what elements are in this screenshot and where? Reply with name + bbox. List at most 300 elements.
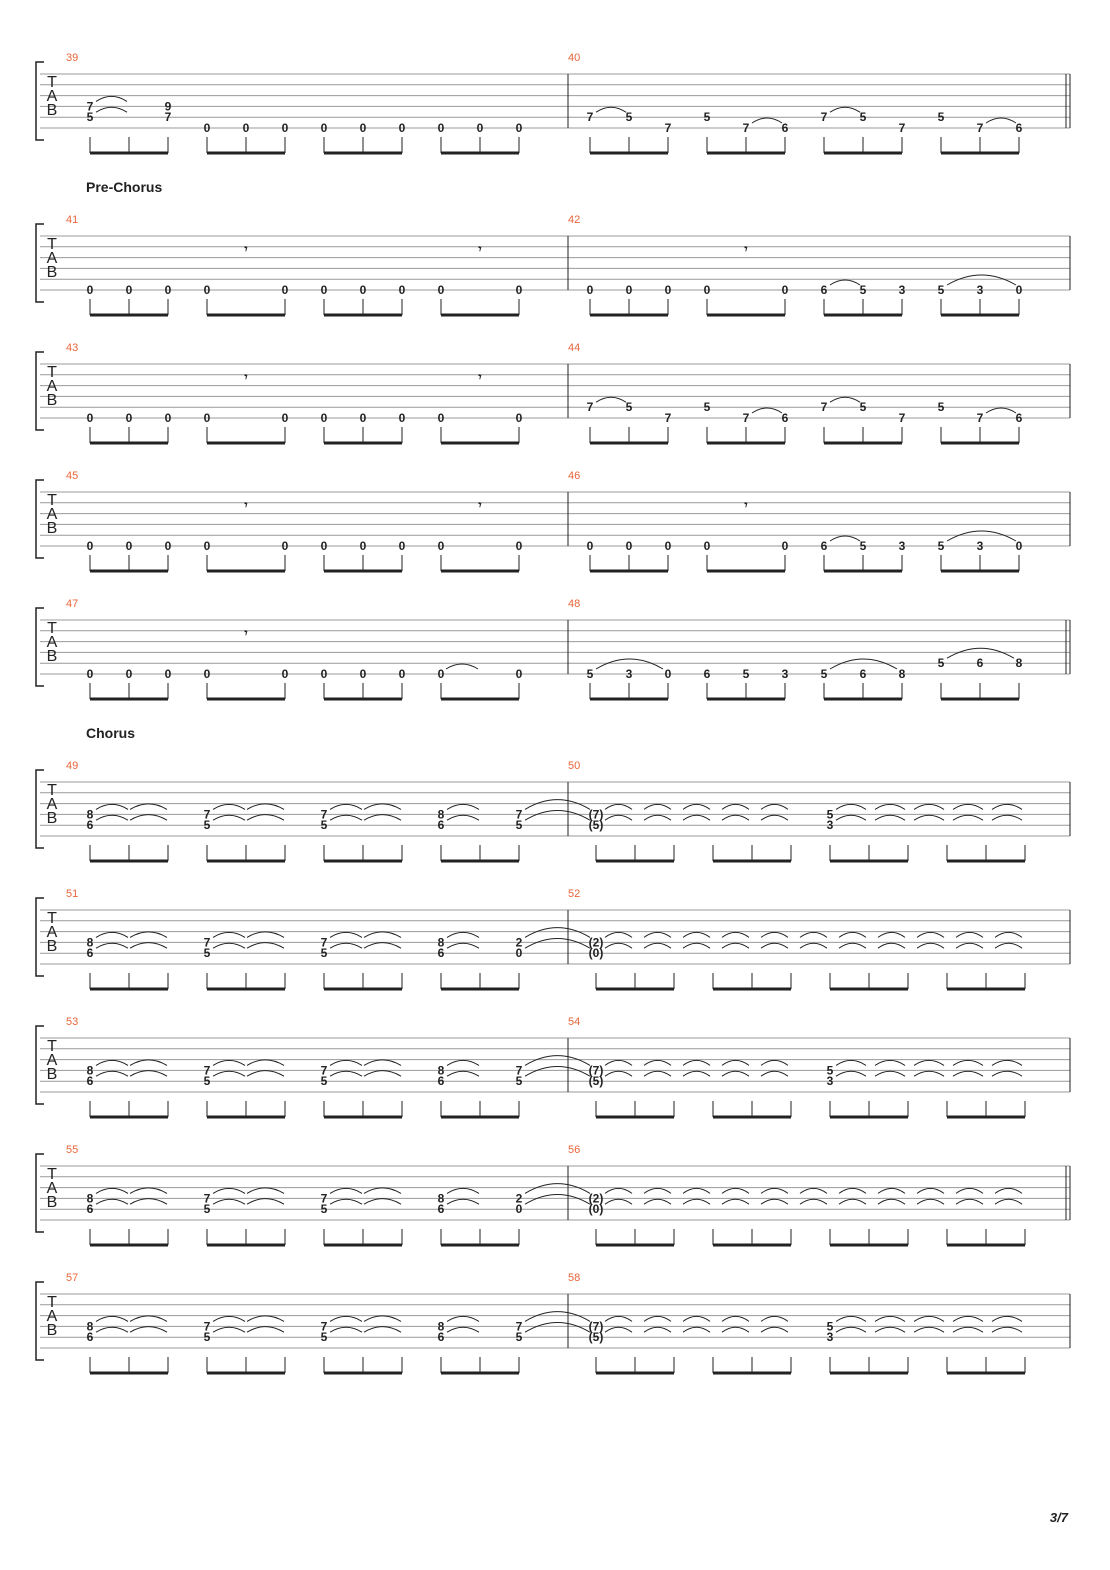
fret-number: 5 xyxy=(203,946,211,961)
tie xyxy=(213,932,245,937)
tab-clef-letter: A xyxy=(46,796,58,813)
tie xyxy=(995,1188,1022,1193)
tie xyxy=(447,1060,479,1065)
tie xyxy=(213,1327,245,1332)
tie xyxy=(836,815,866,820)
fret-number: 5 xyxy=(703,400,711,415)
tab-clef-letter: B xyxy=(46,1194,58,1211)
tie xyxy=(878,1188,905,1193)
fret-number: 0 xyxy=(398,283,406,297)
fret-number: 7 xyxy=(515,1063,523,1078)
page-number: 3/7 xyxy=(1049,1510,1068,1525)
fret-number: (5) xyxy=(588,818,604,833)
tie xyxy=(875,1316,905,1321)
tie xyxy=(722,1316,749,1321)
tie xyxy=(364,1071,401,1077)
measure-number: 54 xyxy=(568,1016,581,1028)
fret-number: 7 xyxy=(320,935,328,950)
tie xyxy=(447,1199,479,1204)
tab-clef-letter: B xyxy=(46,392,58,409)
eighth-rest: 𝄾 xyxy=(744,241,748,256)
fret-number: 5 xyxy=(86,110,94,125)
tie xyxy=(130,1316,167,1322)
tie xyxy=(247,932,284,938)
tie xyxy=(878,943,905,948)
fret-number: 5 xyxy=(859,400,867,415)
tie xyxy=(605,1188,632,1193)
tie xyxy=(986,118,1016,123)
tie xyxy=(722,943,749,948)
tie xyxy=(596,397,626,402)
fret-number: 5 xyxy=(826,807,834,822)
fret-number: 7 xyxy=(164,110,172,125)
tie xyxy=(96,1060,128,1065)
fret-number: 7 xyxy=(320,1191,328,1206)
tie xyxy=(761,1327,788,1332)
fret-number: 6 xyxy=(86,1074,94,1089)
tie xyxy=(330,943,362,948)
tie xyxy=(917,1188,944,1193)
fret-number: 0 xyxy=(86,283,94,297)
fret-number: 0 xyxy=(281,283,289,297)
fret-number: 7 xyxy=(320,807,328,822)
tie xyxy=(992,1060,1022,1065)
tie xyxy=(605,1199,632,1204)
tie xyxy=(605,804,632,809)
tie xyxy=(213,1199,245,1204)
tie xyxy=(953,1060,983,1065)
fret-number: 0 xyxy=(164,667,172,681)
fret-number: 6 xyxy=(86,1202,94,1217)
tie xyxy=(330,1060,362,1065)
fret-number: 0 xyxy=(437,411,445,425)
eighth-rest: 𝄾 xyxy=(244,625,248,640)
tie xyxy=(525,938,590,948)
tie xyxy=(605,1071,632,1076)
tie xyxy=(956,1188,983,1193)
fret-number: 7 xyxy=(976,121,984,135)
fret-number: 8 xyxy=(898,667,906,681)
fret-number: 0 xyxy=(437,283,445,297)
fret-number: 5 xyxy=(826,1319,834,1334)
fret-number: 6 xyxy=(437,1330,445,1345)
fret-number: 0 xyxy=(515,283,523,297)
tie xyxy=(644,943,671,948)
fret-number: (2) xyxy=(588,1191,604,1206)
fret-number: 0 xyxy=(125,283,133,297)
fret-number: 0 xyxy=(281,411,289,425)
tie xyxy=(330,1188,362,1193)
tie xyxy=(364,932,401,938)
fret-number: 0 xyxy=(203,667,211,681)
fret-number: 0 xyxy=(320,411,328,425)
tie xyxy=(447,932,479,937)
fret-number: 8 xyxy=(86,1191,94,1206)
tab-clef-letter: T xyxy=(47,1038,57,1055)
tie xyxy=(953,804,983,809)
fret-number: 0 xyxy=(703,539,711,553)
fret-number: 5 xyxy=(937,400,945,415)
fret-number: 3 xyxy=(826,818,834,833)
eighth-rest: 𝄾 xyxy=(478,369,482,384)
tie xyxy=(213,815,245,820)
tab-clef-letter: A xyxy=(46,378,58,395)
tie xyxy=(722,932,749,937)
tie xyxy=(836,1060,866,1065)
fret-number: 0 xyxy=(515,121,523,135)
fret-number: 0 xyxy=(781,283,789,297)
fret-number: 7 xyxy=(898,411,906,425)
tie xyxy=(525,800,590,810)
fret-number: 0 xyxy=(1015,539,1023,553)
tie xyxy=(992,815,1022,820)
tab-clef-letter: A xyxy=(46,1180,58,1197)
fret-number: 2 xyxy=(515,1191,523,1206)
measure-number: 49 xyxy=(66,760,79,772)
fret-number: 6 xyxy=(820,283,828,297)
tab-clef-letter: A xyxy=(46,88,58,105)
tab-clef-letter: B xyxy=(46,102,58,119)
tie xyxy=(213,1188,245,1193)
fret-number: 3 xyxy=(826,1074,834,1089)
fret-number: 3 xyxy=(898,539,906,553)
tie xyxy=(525,810,590,820)
tab-clef-letter: B xyxy=(46,810,58,827)
fret-number: (0) xyxy=(588,1202,604,1217)
fret-number: 0 xyxy=(515,667,523,681)
tie xyxy=(683,932,710,937)
fret-number: 7 xyxy=(203,807,211,822)
fret-number: 7 xyxy=(664,411,672,425)
tie xyxy=(761,804,788,809)
section-label: Pre-Chorus xyxy=(86,179,163,195)
tie xyxy=(130,1060,167,1066)
tie xyxy=(992,1327,1022,1332)
tie xyxy=(683,1071,710,1076)
tie xyxy=(130,804,167,810)
fret-number: 0 xyxy=(437,667,445,681)
tie xyxy=(447,1188,479,1193)
tie xyxy=(752,408,782,413)
fret-number: 7 xyxy=(203,1063,211,1078)
fret-number: 7 xyxy=(320,1063,328,1078)
tie xyxy=(761,1199,788,1204)
tie xyxy=(839,1199,866,1204)
tie xyxy=(722,815,749,820)
tie xyxy=(447,1316,479,1321)
tie xyxy=(644,1071,671,1076)
tie xyxy=(605,1060,632,1065)
tie xyxy=(330,1199,362,1204)
fret-number: (7) xyxy=(588,807,604,822)
tie xyxy=(683,804,710,809)
fret-number: 6 xyxy=(781,121,789,135)
fret-number: 3 xyxy=(976,283,984,297)
tie xyxy=(447,804,479,809)
measure-number: 45 xyxy=(66,470,79,482)
measure-number: 56 xyxy=(568,1144,581,1156)
eighth-rest: 𝄾 xyxy=(244,497,248,512)
tie xyxy=(213,943,245,948)
fret-number: 6 xyxy=(86,818,94,833)
fret-number: 7 xyxy=(320,1319,328,1334)
tie xyxy=(596,107,626,112)
fret-number: 9 xyxy=(164,99,172,114)
tab-clef-letter: B xyxy=(46,938,58,955)
tie xyxy=(605,815,632,820)
tie xyxy=(247,815,284,821)
measure-number: 52 xyxy=(568,888,581,900)
tie xyxy=(683,1199,710,1204)
tie xyxy=(364,943,401,949)
tie xyxy=(96,96,127,101)
tie xyxy=(96,1316,128,1321)
fret-number: 5 xyxy=(742,667,750,681)
tie xyxy=(914,1071,944,1076)
tab-clef-letter: A xyxy=(46,1052,58,1069)
tie xyxy=(839,932,866,937)
fret-number: 5 xyxy=(937,110,945,125)
tie xyxy=(683,1327,710,1332)
fret-number: 0 xyxy=(625,539,633,553)
fret-number: 0 xyxy=(86,667,94,681)
tab-clef-letter: B xyxy=(46,1066,58,1083)
tie xyxy=(525,1056,590,1066)
tie xyxy=(247,804,284,810)
fret-number: 5 xyxy=(859,539,867,553)
fret-number: 0 xyxy=(320,539,328,553)
fret-number: 0 xyxy=(398,539,406,553)
fret-number: 0 xyxy=(359,121,367,135)
fret-number: 0 xyxy=(586,539,594,553)
tie xyxy=(992,1316,1022,1321)
tie xyxy=(247,1071,284,1077)
tie xyxy=(992,1071,1022,1076)
fret-number: 3 xyxy=(898,283,906,297)
fret-number: (7) xyxy=(588,1063,604,1078)
tab-clef-letter: A xyxy=(46,924,58,941)
tab-clef-letter: A xyxy=(46,506,58,523)
fret-number: 0 xyxy=(664,283,672,297)
fret-number: 5 xyxy=(320,1202,328,1217)
fret-number: 5 xyxy=(203,818,211,833)
tie xyxy=(96,943,128,948)
tie xyxy=(605,943,632,948)
tie xyxy=(247,1316,284,1322)
tie xyxy=(836,1327,866,1332)
tie xyxy=(800,1188,827,1193)
measure-number: 48 xyxy=(568,598,581,610)
fret-number: 5 xyxy=(937,539,945,553)
tie xyxy=(914,1327,944,1332)
fret-number: 8 xyxy=(437,1063,445,1078)
tie xyxy=(917,943,944,948)
tie xyxy=(644,815,671,820)
tie xyxy=(836,1071,866,1076)
tie xyxy=(956,932,983,937)
tab-clef-letter: A xyxy=(46,1308,58,1325)
tab-clef-letter: B xyxy=(46,264,58,281)
fret-number: 7 xyxy=(586,400,594,415)
fret-number: 5 xyxy=(320,946,328,961)
tie xyxy=(644,1199,671,1204)
tie xyxy=(330,1071,362,1076)
fret-number: 5 xyxy=(320,818,328,833)
fret-number: 0 xyxy=(125,411,133,425)
fret-number: 0 xyxy=(86,539,94,553)
tab-clef-letter: T xyxy=(47,492,57,509)
tie xyxy=(330,815,362,820)
tie xyxy=(330,932,362,937)
tie xyxy=(830,536,860,541)
tie xyxy=(878,932,905,937)
measure-number: 41 xyxy=(66,214,79,226)
fret-number: 0 xyxy=(515,946,523,961)
fret-number: 7 xyxy=(515,1319,523,1334)
tie xyxy=(96,804,128,809)
measure-number: 39 xyxy=(66,52,79,64)
tie xyxy=(914,815,944,820)
tie xyxy=(875,804,905,809)
tie xyxy=(683,815,710,820)
fret-number: 5 xyxy=(625,400,633,415)
tie xyxy=(96,1199,128,1204)
tie xyxy=(525,1184,590,1194)
fret-number: 0 xyxy=(437,121,445,135)
fret-number: 5 xyxy=(586,667,594,681)
tie xyxy=(364,1316,401,1322)
tab-clef-letter: T xyxy=(47,74,57,91)
tie xyxy=(644,804,671,809)
fret-number: 6 xyxy=(86,1330,94,1345)
tie xyxy=(130,1188,167,1194)
fret-number: 0 xyxy=(664,539,672,553)
fret-number: 5 xyxy=(515,1074,523,1089)
tie xyxy=(247,1199,284,1205)
tie xyxy=(722,1188,749,1193)
tab-clef-letter: A xyxy=(46,250,58,267)
fret-number: 7 xyxy=(820,400,828,415)
measure-number: 47 xyxy=(66,598,79,610)
fret-number: 7 xyxy=(664,121,672,135)
tab-clef-letter: T xyxy=(47,910,57,927)
tie xyxy=(761,815,788,820)
fret-number: 3 xyxy=(826,1330,834,1345)
tie xyxy=(96,1327,128,1332)
fret-number: 6 xyxy=(703,667,711,681)
tab-clef-letter: T xyxy=(47,364,57,381)
tie xyxy=(761,1071,788,1076)
tie xyxy=(752,118,782,123)
eighth-rest: 𝄾 xyxy=(478,241,482,256)
tie xyxy=(761,1316,788,1321)
tie xyxy=(800,932,827,937)
fret-number: 0 xyxy=(398,121,406,135)
tie xyxy=(836,804,866,809)
tie xyxy=(953,1071,983,1076)
tie xyxy=(839,943,866,948)
fret-number: 8 xyxy=(1015,656,1023,671)
fret-number: 5 xyxy=(320,1330,328,1345)
fret-number: 0 xyxy=(203,411,211,425)
tie xyxy=(96,815,128,820)
fret-number: 0 xyxy=(125,667,133,681)
tie xyxy=(914,1316,944,1321)
tie xyxy=(364,1327,401,1333)
tie xyxy=(330,804,362,809)
fret-number: 0 xyxy=(359,283,367,297)
tie xyxy=(875,1071,905,1076)
fret-number: 5 xyxy=(859,110,867,125)
fret-number: 7 xyxy=(203,935,211,950)
fret-number: 5 xyxy=(826,1063,834,1078)
tie xyxy=(761,1060,788,1065)
fret-number: 0 xyxy=(359,667,367,681)
fret-number: 0 xyxy=(515,539,523,553)
fret-number: 8 xyxy=(437,1191,445,1206)
tie xyxy=(953,1327,983,1332)
tie xyxy=(992,804,1022,809)
tie xyxy=(986,408,1016,413)
tie xyxy=(995,932,1022,937)
fret-number: 8 xyxy=(86,807,94,822)
tie xyxy=(914,804,944,809)
tie xyxy=(525,1312,590,1322)
tab-clef-letter: B xyxy=(46,520,58,537)
fret-number: 0 xyxy=(320,283,328,297)
tie xyxy=(995,943,1022,948)
measure-number: 53 xyxy=(66,1016,79,1028)
fret-number: 0 xyxy=(398,411,406,425)
tie xyxy=(830,280,860,285)
fret-number: 6 xyxy=(820,539,828,553)
tie xyxy=(213,1071,245,1076)
fret-number: 0 xyxy=(86,411,94,425)
tie xyxy=(761,943,788,948)
tie xyxy=(247,1060,284,1066)
tie xyxy=(644,932,671,937)
tie xyxy=(364,1199,401,1205)
tie xyxy=(364,1060,401,1066)
eighth-rest: 𝄾 xyxy=(478,497,482,512)
tie xyxy=(247,1188,284,1194)
fret-number: 0 xyxy=(359,411,367,425)
fret-number: 6 xyxy=(437,946,445,961)
tie xyxy=(956,943,983,948)
tie xyxy=(447,943,479,948)
tab-clef-letter: T xyxy=(47,236,57,253)
tie xyxy=(761,1188,788,1193)
fret-number: 0 xyxy=(203,121,211,135)
fret-number: 0 xyxy=(203,539,211,553)
fret-number: 0 xyxy=(781,539,789,553)
fret-number: 8 xyxy=(437,807,445,822)
tie xyxy=(875,815,905,820)
fret-number: 5 xyxy=(859,283,867,297)
fret-number: 5 xyxy=(937,656,945,671)
tie xyxy=(683,943,710,948)
tie xyxy=(96,932,128,937)
tie xyxy=(836,1316,866,1321)
tab-clef-letter: T xyxy=(47,620,57,637)
fret-number: 0 xyxy=(515,411,523,425)
tie xyxy=(213,804,245,809)
tie xyxy=(447,815,479,820)
fret-number: 0 xyxy=(320,667,328,681)
tie xyxy=(800,943,827,948)
tie xyxy=(683,1316,710,1321)
fret-number: 0 xyxy=(398,667,406,681)
